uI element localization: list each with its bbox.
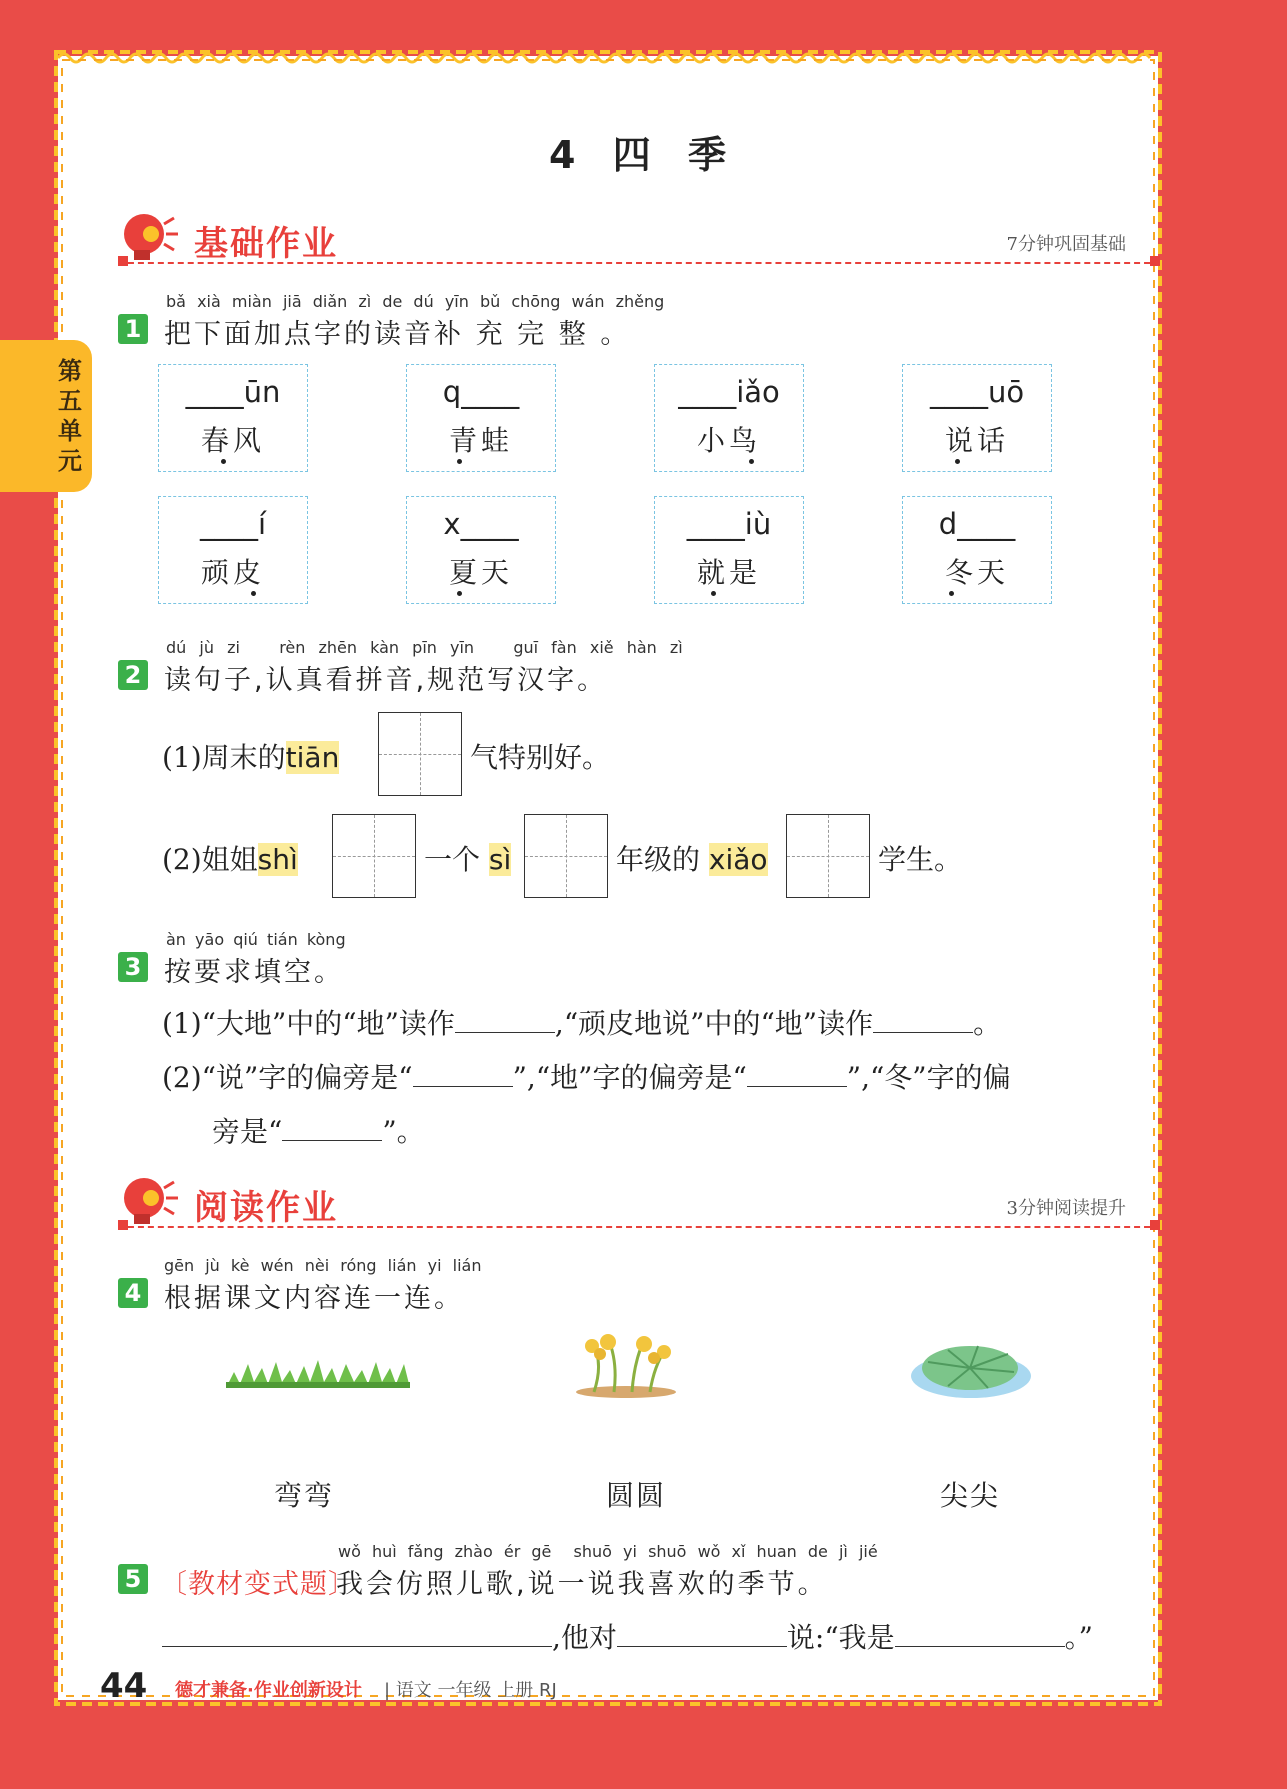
- tianzige-box[interactable]: [786, 814, 870, 898]
- q2-sentence-2b: [424, 838, 511, 878]
- pinyin-card: [406, 364, 556, 472]
- answer-blank[interactable]: [455, 1006, 555, 1033]
- question-number: 1: [118, 314, 148, 344]
- match-word: 圆圆: [606, 1479, 667, 1512]
- emphasis-dot: [949, 591, 954, 596]
- q3-pinyin: àn yāo qiú tián kòng: [166, 930, 346, 949]
- q5-pinyin: wǒ huì fǎng zhào ér gē shuō yi shuō wǒ xǐ huan de jì jié: [338, 1542, 878, 1561]
- sentence-text: (1)“大地”中的“地”读作: [162, 1007, 455, 1040]
- card-word: 说话: [944, 424, 1009, 457]
- page-number: 44: [100, 1666, 148, 1706]
- card-word: 顽皮: [200, 556, 265, 589]
- pinyin-card: [902, 364, 1052, 472]
- card-pinyin: q____: [442, 375, 520, 409]
- pinyin-card: [654, 364, 804, 472]
- sentence-text: ”,“地”字的偏旁是“: [512, 1061, 747, 1094]
- card-word: 青蛙: [448, 424, 513, 457]
- q1-text: 把下面加点字的读音补 充 完 整 。: [164, 319, 631, 350]
- card-pinyin: ____ūn: [185, 375, 281, 409]
- q3-line-1: [162, 1002, 1001, 1042]
- question-number: 2: [118, 660, 148, 690]
- sentence-text: (1)周末的: [162, 741, 286, 774]
- q3-line-2: [162, 1056, 1011, 1096]
- card-pinyin: ____uō: [929, 375, 1025, 409]
- answer-blank[interactable]: [162, 1620, 552, 1647]
- card-pinyin: ____í: [199, 507, 267, 541]
- q4-text: 根据课文内容连一连。: [164, 1283, 464, 1314]
- divider-end-right: [1150, 1220, 1160, 1230]
- sentence-text: 说:“我是: [786, 1621, 895, 1654]
- sentence-text: ,“顽皮地说”中的“地”读作: [554, 1007, 874, 1040]
- lotus-leaf-image: [908, 1336, 1034, 1400]
- pinyin-card: [902, 496, 1052, 604]
- emphasis-dot: [457, 591, 462, 596]
- grass-image: [226, 1354, 410, 1390]
- question-number: 5: [118, 1564, 148, 1594]
- section-header-reading: [118, 1174, 1160, 1234]
- emphasis-dot: [955, 459, 960, 464]
- sentence-text: ”,“冬”字的偏: [846, 1061, 1011, 1094]
- sentence-text: ”。: [382, 1115, 425, 1148]
- emphasis-dot: [457, 459, 462, 464]
- answer-blank[interactable]: [873, 1006, 973, 1033]
- answer-blank[interactable]: [617, 1620, 787, 1647]
- q4-pinyin: gēn jù kè wén nèi róng lián yi lián: [164, 1256, 482, 1275]
- q1-pinyin: bǎ xià miàn jiā diǎn zì de dú yīn bǔ chōng wán zhěng: [166, 292, 665, 311]
- tianzige-box[interactable]: [378, 712, 462, 796]
- card-pinyin: x____: [443, 507, 519, 541]
- q2-sentence-2c: [616, 838, 768, 878]
- q2-sentence-2: [162, 838, 298, 878]
- section-divider: [118, 262, 1160, 264]
- unit-tab-label: 第五单元: [58, 357, 82, 475]
- card-word: 春风: [200, 424, 265, 457]
- section-divider: [118, 1226, 1160, 1228]
- match-word: 尖尖: [940, 1479, 1001, 1512]
- pinyin-card: [406, 496, 556, 604]
- sentence-text: ,他对: [552, 1621, 617, 1654]
- sentence-text: 年级的: [616, 843, 701, 876]
- sentence-text: 旁是“: [212, 1115, 283, 1148]
- pinyin-highlight: shì: [257, 843, 298, 876]
- sentence-text: (2)“说”字的偏旁是“: [162, 1061, 413, 1094]
- q3-line-3: [212, 1110, 425, 1150]
- q3-text: 按要求填空。: [164, 957, 344, 988]
- answer-blank[interactable]: [413, 1060, 513, 1087]
- emphasis-dot: [251, 591, 256, 596]
- divider-end-right: [1150, 256, 1160, 266]
- section-header-basic: [118, 210, 1160, 270]
- sentence-text: 。”: [1064, 1621, 1093, 1654]
- card-pinyin: ____iù: [686, 507, 772, 541]
- sentence-text: 。: [973, 1007, 1002, 1040]
- sentence-text: (2)姐姐: [162, 843, 258, 876]
- emphasis-dot: [711, 591, 716, 596]
- sentence-text: 学生。: [878, 843, 963, 876]
- unit-tab: [0, 340, 92, 492]
- sentence-text: 一个: [424, 843, 481, 876]
- divider-end-left: [118, 1220, 128, 1230]
- pinyin-highlight: xiǎo: [708, 843, 768, 876]
- q2-text: 读句子,认真看拼音,规范写汉字。: [164, 665, 608, 696]
- pinyin-highlight: sì: [488, 843, 512, 876]
- card-word: 就是: [696, 556, 761, 589]
- pinyin-card: [158, 364, 308, 472]
- tianzige-box[interactable]: [524, 814, 608, 898]
- q5-text: 我会仿照儿歌,说一说我喜欢的季节。: [336, 1569, 828, 1600]
- card-word: 小鸟: [696, 424, 761, 457]
- q2-sentence-1: [162, 736, 339, 776]
- footer-subtitle: | 语文 一年级 上册 RJ: [384, 1680, 557, 1701]
- q5-answer-line: [162, 1616, 1093, 1656]
- rice-plant-image: [574, 1332, 678, 1398]
- card-word: 夏天: [448, 556, 513, 589]
- answer-blank[interactable]: [282, 1114, 382, 1141]
- lesson-title: 4 四 季: [549, 133, 738, 177]
- answer-blank[interactable]: [895, 1620, 1065, 1647]
- emphasis-dot: [221, 459, 226, 464]
- sentence-text: 气特别好。: [470, 741, 611, 774]
- card-pinyin: ____iǎo: [678, 375, 780, 409]
- tianzige-box[interactable]: [332, 814, 416, 898]
- pinyin-card: [654, 496, 804, 604]
- q2-pinyin: dú jù zi rèn zhēn kàn pīn yīn guī fàn xiě hàn zì: [166, 638, 683, 657]
- section-label: 基础作业: [194, 224, 338, 264]
- question-number: 3: [118, 952, 148, 982]
- match-word: 弯弯: [274, 1479, 335, 1512]
- footer-brand: 德才兼备·作业创新设计: [175, 1680, 362, 1701]
- emphasis-dot: [749, 459, 754, 464]
- pinyin-card: [158, 496, 308, 604]
- card-word: 冬天: [944, 556, 1009, 589]
- section-note: 3分钟阅读提升: [1006, 1198, 1126, 1219]
- question-number: 4: [118, 1278, 148, 1308]
- card-pinyin: d____: [938, 507, 1016, 541]
- divider-end-left: [118, 256, 128, 266]
- pinyin-highlight: tiān: [285, 741, 340, 774]
- q5-tag: 〔教材变式题〕: [160, 1569, 356, 1600]
- section-note: 7分钟巩固基础: [1006, 234, 1126, 255]
- section-label: 阅读作业: [194, 1188, 338, 1228]
- answer-blank[interactable]: [747, 1060, 847, 1087]
